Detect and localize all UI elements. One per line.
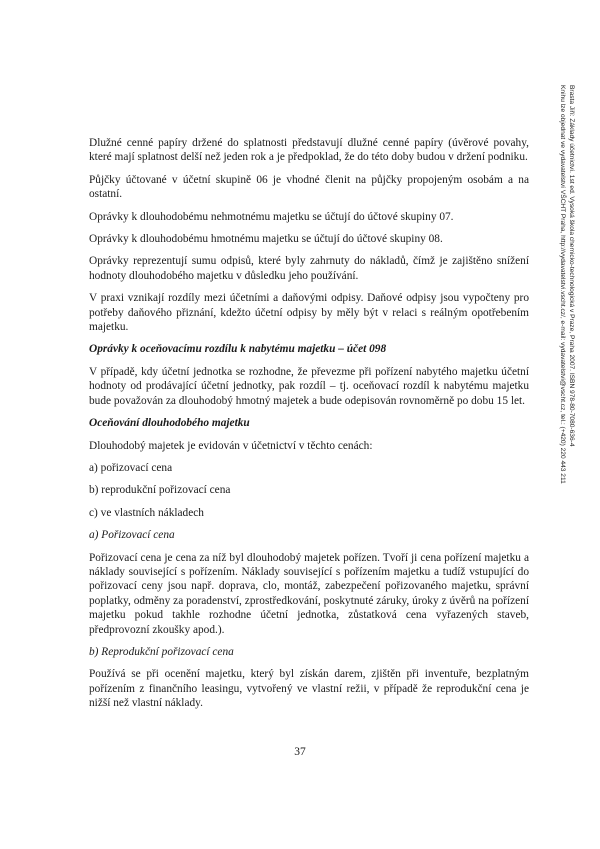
- paragraph-prices-intro: Dlouhodobý majetek je evidován v účetnictví v těchto cenách:: [89, 439, 373, 452]
- sidebar-line-1: Brasta Jiří: Základy účetnictví. 1st ed. Vysoká škola chemicko-technologická v Praze, Praha 2007. ISBN 978-80-7080-636-4: [568, 85, 575, 447]
- paragraph-bonds: Dlužné cenné papíry držené do splatnosti představují dlužné cenné papíry (úvěrové povahy, které mají splatnost delší než jeden rok a je předpoklad, že do této doby budou v držení podniku.: [89, 137, 529, 164]
- paragraph-reproduction-price: Používá se při ocenění majetku, který byl získán darem, zjištěn při inventuře, bezplatným pořízením z finančního leasingu, vytvořený ve vlastní režii, v případě že reprodukční cena je nižší než vlastní náklady.: [89, 668, 529, 710]
- paragraph-loans: Půjčky účtované v účetní skupině 06 je vhodné členit na půjčky propojeným osobám a na ostatní.: [89, 173, 529, 201]
- paragraph-intangible-depreciation: Oprávky k dlouhodobému nehmotnému majetku se účtují do účtové skupiny 07.: [89, 210, 454, 223]
- paragraph-depreciation-sum: Oprávky reprezentují sumu odpisů, které byly zahrnuty do nákladů, čímž je zajištěno snížení hodnoty dlouhodobého majetku v důsledku jeho používání.: [89, 255, 529, 282]
- paragraph-tax-depreciation: V praxi vznikají rozdíly mezi účetními a daňovými odpisy. Daňové odpisy jsou vypočteny pro potřeby daňového přiznání, kdežto účetní odpisy by měly být v relaci s reálným opotřebením majetku.: [89, 292, 529, 334]
- paragraph-acquisition-price: Pořizovací cena je cena za níž byl dlouhodobý majetek pořízen. Tvoří ji cena pořízení majetku a náklady související s pořízením. Náklady související s pořízením majetku a tudíž vstupující do pořizovací ceny jsou např. doprava, clo, montáž, zabezpečení pořizovaného majetku, správní poplatky, odměny za poradenství, zprostředkování, poskytnuté záruky, úroky z úvěrů na pořízení majetku pokud takhle rozhodne účetní jednotka, zůstatková cena vyřazených staveb, předprovozní zkoušky apod.).: [89, 551, 529, 636]
- subheading-reproduction-price: b) Reprodukční pořizovací cena: [89, 645, 234, 658]
- sidebar-line-2: Knihu lze objednat ve vydavatelství VŠCHT Praha, http://vydavatelstvi.vscht.cz/, e-mail: vydavatelstvi@vscht.cz, tel.: (+420) 220 443 211: [559, 85, 566, 484]
- paragraph-valuation-difference: V případě, kdy účetní jednotka se rozhodne, že převezme při pořízení nabytého majetku účetní hodnoty od prodávající účetní jednotky, pak rozdíl – tj. oceňovací rozdíl k nabytému majetku bude považován za dlouhodobý hmotný majetek a bude odepisován rovnoměrně po dobu 15 let.: [89, 365, 529, 407]
- publication-sidebar: [552, 85, 592, 605]
- list-item-a: a) pořizovací cena: [89, 461, 173, 474]
- page-number: 37: [294, 746, 306, 758]
- list-item-c: c) ve vlastních nákladech: [89, 506, 204, 519]
- list-item-b: b) reprodukční pořizovací cena: [89, 484, 231, 497]
- section-heading-098: Oprávky k oceňovacímu rozdílu k nabytému majetku – účet 098: [89, 343, 387, 356]
- section-heading-valuation: Oceňování dlouhodobého majetku: [89, 417, 250, 430]
- subheading-acquisition-price: a) Pořizovací cena: [89, 529, 175, 542]
- paragraph-tangible-depreciation: Oprávky k dlouhodobému hmotnému majetku se účtují do účtové skupiny 08.: [89, 233, 443, 246]
- sidebar-text: [558, 85, 576, 484]
- page-content: [89, 136, 529, 719]
